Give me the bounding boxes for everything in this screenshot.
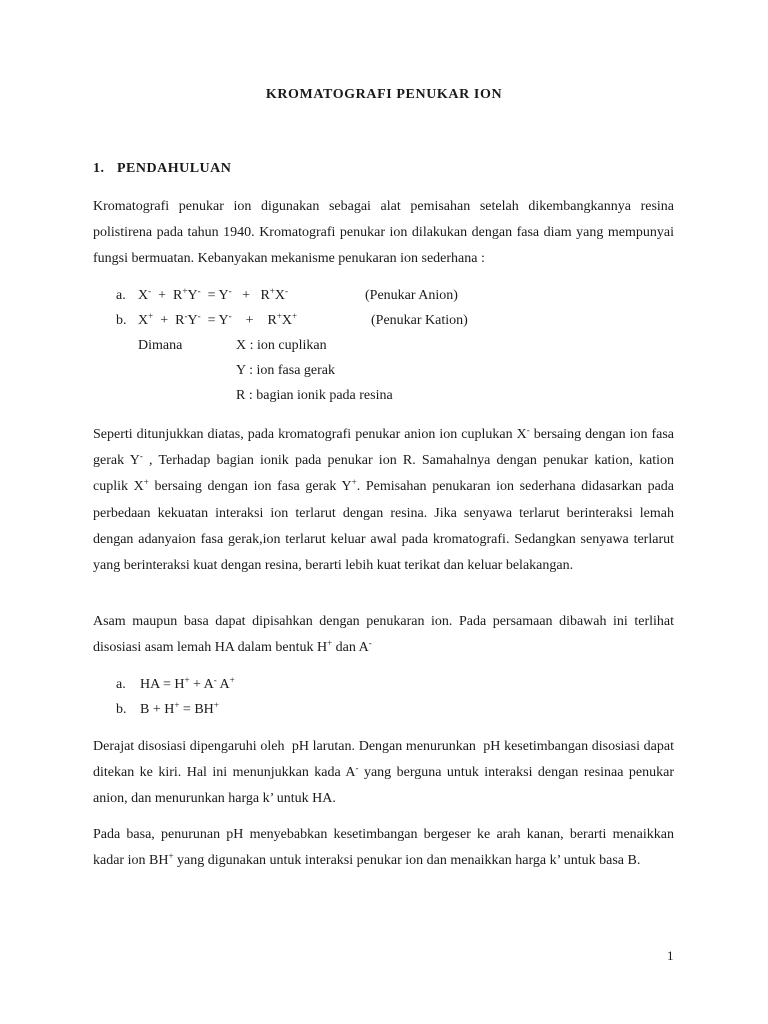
paragraph-base: Pada basa, penurunan pH menyebabkan kesetimbangan bergeser ke arah kanan, berarti menaikkan kadar ion BH+ yang digunakan untuk interaksi penukar ion dan menaikkan harga k’ untuk basa B. [93, 827, 674, 869]
paragraph-explanation: Seperti ditunjukkan diatas, pada kromatografi penukar anion ion cuplukan X- bersaing dengan ion fasa gerak Y- , Terhadap bagian ionik pada penukar ion R. Samahalnya dengan penukar kation, kation cuplik X+ bersaing dengan ion fasa gerak Y+. Pemisahan penukaran ion sederhana didasarkan pada perbedaan kekuatan interaksi ion terlarut dengan resina. Jika senyawa terlarut berinteraksi lemah dengan adanyaion fasa gerak,ion terlarut keluar awal pada kromatografi. Sedangkan senyawa terlarut yang berinteraksi kuat dengan resina, berarti lebih kuat terikat dan keluar belakangan. [93, 425, 674, 574]
paragraph-dissociation: Derajat disosiasi dipengaruhi oleh pH larutan. Dengan menurunkan pH kesetimbangan disosiasi dapat ditekan ke kiri. Hal ini menunjukkan kada A- yang berguna untuk interaksi dengan resinaa penukar anion, dan menurunkan harga k’ untuk HA. [93, 739, 675, 807]
page-number: 1 [667, 948, 674, 963]
reaction-b-label: b. [116, 313, 127, 328]
equation-b-label: b. [116, 702, 127, 717]
page-title: KROMATOGRAFI PENUKAR ION [265, 87, 503, 102]
equation-a: HA = H+ + A- A+ [140, 675, 235, 692]
reaction-b-equation: X+ + R-Y- = Y- + R+X+ [138, 311, 298, 328]
section-number: 1. [93, 161, 105, 176]
reaction-a-equation: X- + R+Y- = Y- + R+X- [138, 286, 288, 303]
reaction-b-note: (Penukar Kation) [371, 313, 468, 328]
where-item: R : bagian ionik pada resina [236, 388, 393, 403]
equation-a-label: a. [116, 677, 126, 692]
equation-b: B + H+ = BH+ [140, 700, 219, 717]
paragraph-acid-base: Asam maupun basa dapat dipisahkan dengan penukaran ion. Pada persamaan dibawah ini terlihat disosiasi asam lemah HA dalam bentuk H+ dan A- [93, 614, 674, 656]
paragraph-intro: Kromatografi penukar ion digunakan sebagai alat pemisahan setelah dikembangkannya resina polistirena pada tahun 1940. Kromatografi penukar ion dilakukan dengan fasa diam yang mempunyai fungsi bermuatan. Kebanyakan mekanisme penukaran ion sederhana : [93, 199, 674, 267]
where-label: Dimana [138, 338, 183, 353]
where-item: Y : ion fasa gerak [236, 363, 335, 378]
reaction-a-label: a. [116, 288, 126, 303]
where-item: X : ion cuplikan [236, 338, 327, 353]
reaction-a-note: (Penukar Anion) [365, 288, 458, 303]
section-heading [93, 161, 231, 177]
section-title: PENDAHULUAN [117, 161, 232, 176]
